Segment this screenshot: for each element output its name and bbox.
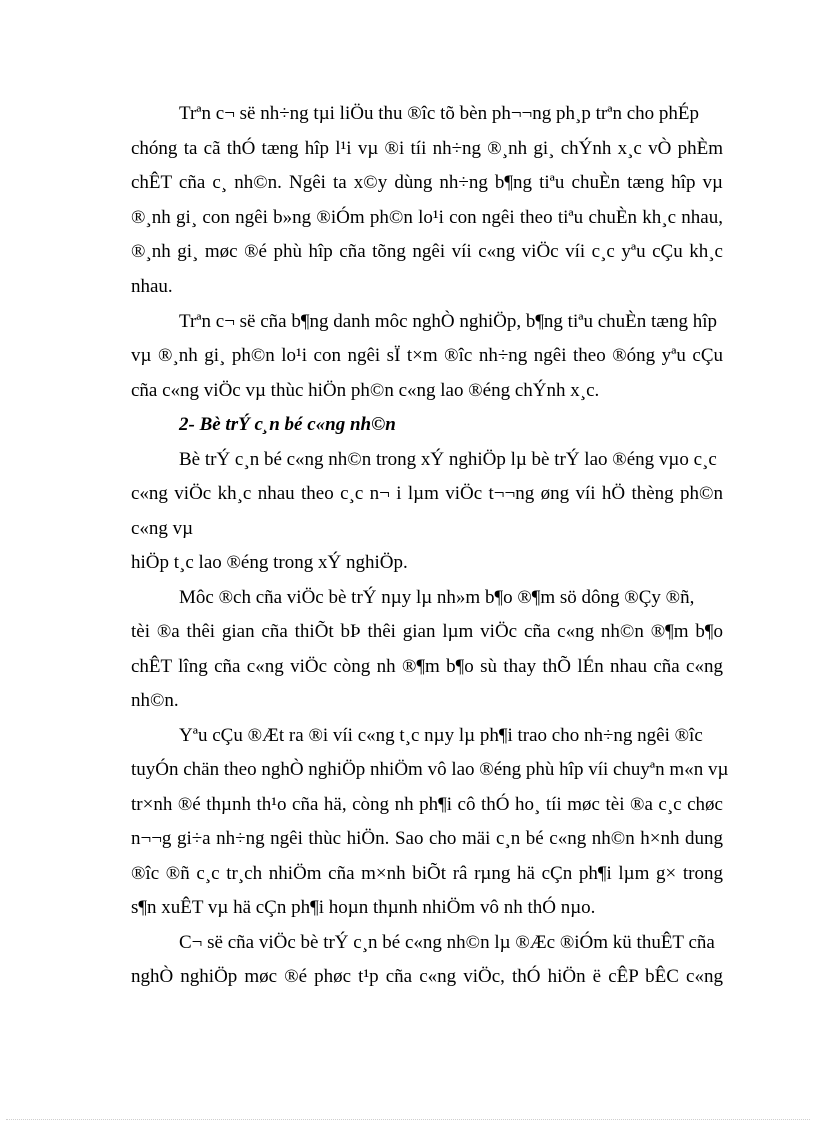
paragraph-1-line-4: ®¸nh gi¸ con ngêi b»ng ®iÓm ph©n lo¹i con ngêi theo tiªu chuÈn kh¸c nhau, xyxy=(131,207,723,228)
paragraph-1-line-6: nhau. xyxy=(131,276,173,297)
paragraph-4-line-3: chÊT lîng cña c«ng viÖc còng nh ®¶m b¶o sù thay thÕ lÉn nhau cña c«ng xyxy=(131,656,723,677)
paragraph-5-line-2: tuyÓn chän theo nghÒ nghiÖp nhiÖm vô lao ®éng phù hîp víi chuyªn m«n vµ xyxy=(131,759,729,780)
paragraph-1-line-3: chÊT cña c¸ nh©n. Ngêi ta x©y dùng nh÷ng b¶ng tiªu chuÈn tæng hîp vµ xyxy=(131,172,723,193)
paragraph-1-line-2: chóng ta cã thÓ tæng hîp l¹i vµ ®i tíi nh÷ng ®¸nh gi¸ chÝnh x¸c vÒ phÈm xyxy=(131,138,723,159)
paragraph-1-line-1: Trªn c¬ së nh÷ng tµi liÖu thu ®îc tõ bèn ph¬¬ng ph¸p trªn cho phÉp xyxy=(179,103,699,124)
paragraph-5-line-6: s¶n xuÊT vµ hä cÇn ph¶i hoµn thµnh nhiÖm vô nh thÓ nµo. xyxy=(131,897,596,918)
paragraph-4-line-2: tèi ®a thêi gian cña thiÕt bÞ thêi gian lµm viÖc cña c«ng nh©n ®¶m b¶o xyxy=(131,621,723,642)
paragraph-6-line-1: C¬ së cña viÖc bè trÝ c¸n bé c«ng nh©n lµ ®Æc ®iÓm kü thuÊT cña xyxy=(179,932,715,953)
paragraph-2-line-2: vµ ®¸nh gi¸ ph©n lo¹i con ngêi sÏ t×m ®îc nh÷ng ngêi theo ®óng yªu cÇu xyxy=(131,345,723,366)
paragraph-5-line-5: ®îc ®ñ c¸c tr¸ch nhiÖm cña m×nh biÕt râ rµng hä cÇn ph¶i lµm g× trong xyxy=(131,863,723,884)
paragraph-6-line-2: nghÒ nghiÖp møc ®é phøc t¹p cña c«ng viÖc, thÓ hiÖn ë cÊP bÊC c«ng xyxy=(131,966,723,987)
paragraph-3-line-1: Bè trÝ c¸n bé c«ng nh©n trong xÝ nghiÖp lµ bè trÝ lao ®éng vµo c¸c xyxy=(179,449,717,470)
page-bottom-border xyxy=(6,1119,810,1120)
paragraph-3-line-3: c«ng vµ xyxy=(131,518,194,539)
paragraph-2-line-3: cña c«ng viÖc vµ thùc hiÖn ph©n c«ng lao ®éng chÝnh x¸c. xyxy=(131,380,600,401)
paragraph-5-line-3: tr×nh ®é thµnh th¹o cña hä, còng nh ph¶i cô thÓ ho¸ tíi møc tèi ®a c¸c chøc xyxy=(131,794,723,815)
paragraph-4-line-4: nh©n. xyxy=(131,690,179,711)
paragraph-1-line-5: ®¸nh gi¸ møc ®é phù hîp cña tõng ngêi víi c«ng viÖc víi c¸c yªu cÇu kh¸c xyxy=(131,241,723,262)
paragraph-5-line-4: n¬¬g gi÷a nh÷ng ngêi thùc hiÖn. Sao cho mäi c¸n bé c«ng nh©n h×nh dung xyxy=(131,828,723,849)
paragraph-3-line-2: c«ng viÖc kh¸c nhau theo c¸c n¬ i lµm viÖc t¬¬ng øng víi hÖ thèng ph©n xyxy=(131,483,723,504)
paragraph-5-line-1: Yªu cÇu ®Æt ra ®i víi c«ng t¸c nµy lµ ph¶i trao cho nh÷ng ngêi ®îc xyxy=(179,725,703,746)
paragraph-4-line-1: Môc ®ch cña viÖc bè trÝ nµy lµ nh»m b¶o ®¶m sö dông ®Çy ®ñ, xyxy=(179,587,695,608)
paragraph-3-line-4: hiÖp t¸c lao ®éng trong xÝ nghiÖp. xyxy=(131,552,408,573)
section-heading: 2- Bè trÝ c¸n bé c«ng nh©n xyxy=(179,414,396,435)
paragraph-2-line-1: Trªn c¬ së cña b¶ng danh môc nghÒ nghiÖp, b¶ng tiªu chuÈn tæng hîp xyxy=(179,311,718,332)
